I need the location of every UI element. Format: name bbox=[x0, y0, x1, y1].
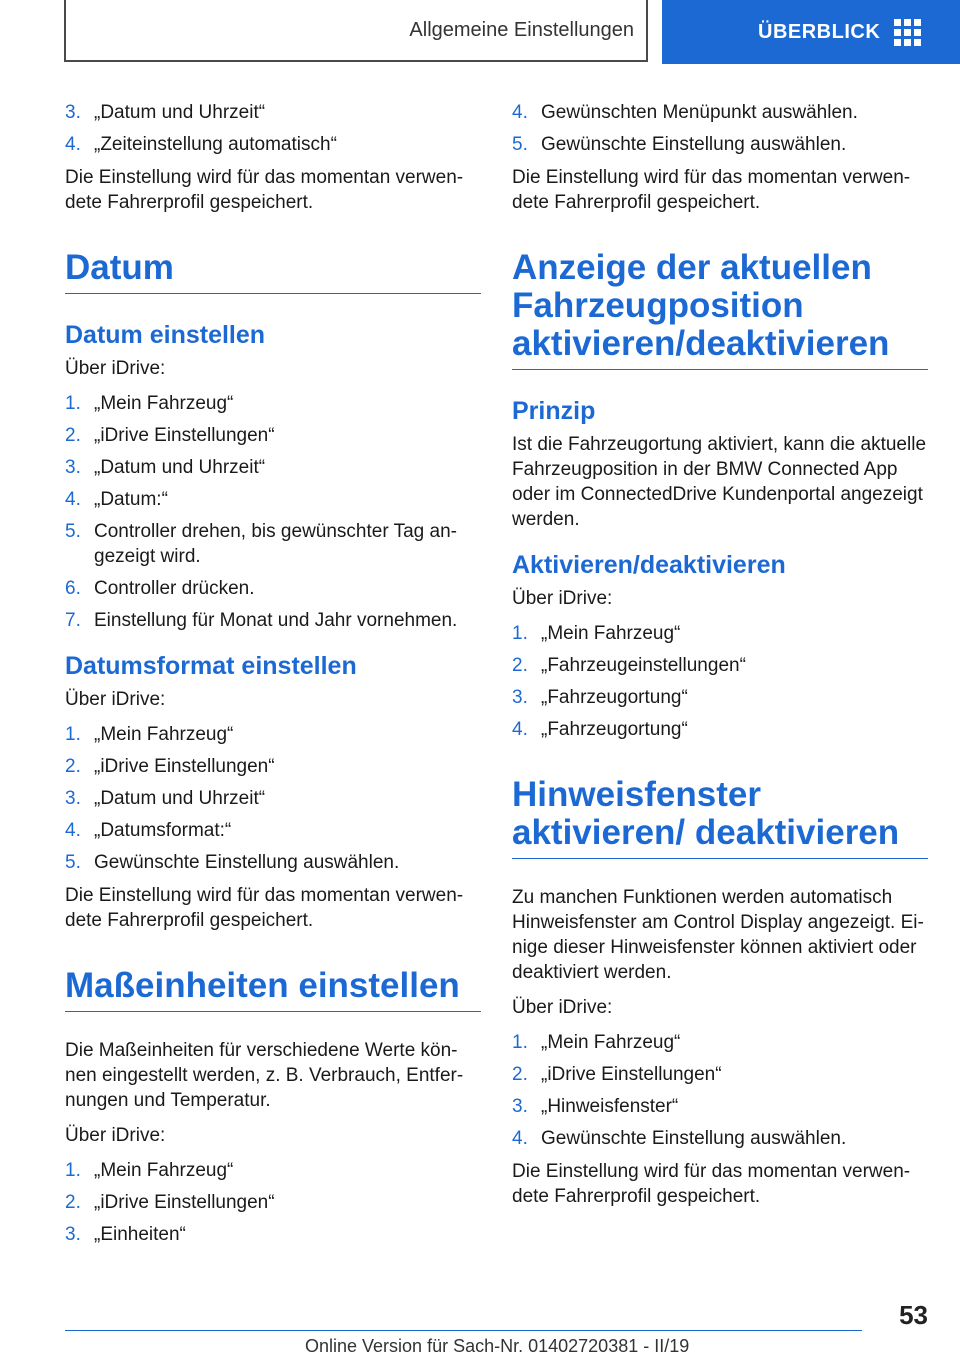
list-item bbox=[65, 100, 481, 125]
step-text: „Datum:“ bbox=[94, 489, 168, 510]
right-column bbox=[512, 100, 928, 1219]
page-number: 53 bbox=[899, 1300, 928, 1330]
list-item bbox=[512, 132, 928, 157]
step-text: „iDrive Einstellungen“ bbox=[94, 1192, 275, 1213]
list-item bbox=[65, 487, 481, 512]
list-item bbox=[65, 1222, 481, 1247]
list-item bbox=[512, 1094, 928, 1119]
step-text: „Datum und Uhrzeit“ bbox=[94, 102, 266, 123]
step-number: 1. bbox=[65, 1160, 81, 1181]
via-idrive-label: Über iDrive: bbox=[512, 997, 613, 1018]
hinweisfenster-note: Die Einstellung wird für das momentan verwen-dete Fahrerprofil gespeichert. bbox=[512, 1161, 911, 1207]
step-text: Gewünschte Einstellung auswählen. bbox=[541, 1128, 847, 1149]
step-number: 3. bbox=[512, 1096, 528, 1117]
step-number: 2. bbox=[65, 756, 81, 777]
list-item bbox=[512, 1126, 928, 1151]
step-text: Gewünschte Einstellung auswählen. bbox=[94, 852, 400, 873]
section-title-datum: Datum bbox=[65, 249, 481, 294]
left-intro-steps bbox=[65, 100, 481, 157]
footer-divider bbox=[65, 1330, 862, 1331]
step-text: „Zeiteinstellung automatisch“ bbox=[94, 134, 337, 155]
via-idrive-label: Über iDrive: bbox=[65, 689, 166, 710]
header-section-title-box bbox=[64, 0, 648, 62]
step-number: 3. bbox=[65, 788, 81, 809]
list-item bbox=[65, 1190, 481, 1215]
right-intro-note: Die Einstellung wird für das momentan verwen-dete Fahrerprofil gespeichert. bbox=[512, 167, 911, 213]
step-number: 3. bbox=[65, 102, 81, 123]
step-number: 3. bbox=[65, 1224, 81, 1245]
step-number: 2. bbox=[65, 1192, 81, 1213]
list-item bbox=[65, 754, 481, 779]
list-item bbox=[512, 653, 928, 678]
list-item bbox=[512, 621, 928, 646]
step-text: Controller drehen, bis gewünschter Tag an-gezeigt wird. bbox=[94, 521, 457, 567]
step-number: 4. bbox=[512, 1128, 528, 1149]
step-number: 2. bbox=[65, 425, 81, 446]
list-item bbox=[512, 1062, 928, 1087]
step-text: „Datumsformat:“ bbox=[94, 820, 232, 841]
step-text: Gewünschten Menüpunkt auswählen. bbox=[541, 102, 858, 123]
list-item bbox=[65, 455, 481, 480]
grid-icon bbox=[894, 19, 921, 46]
right-intro-steps bbox=[512, 100, 928, 157]
list-item bbox=[65, 1158, 481, 1183]
step-number: 1. bbox=[512, 623, 528, 644]
masseinheiten-text: Die Maßeinheiten für verschiedene Werte kön-nen eingestellt werden, z. B. Verbrauch, Entfer-nungen und Temperatur. bbox=[65, 1040, 464, 1111]
list-item bbox=[65, 608, 481, 633]
list-item bbox=[65, 519, 481, 569]
step-number: 2. bbox=[512, 1064, 528, 1085]
list-item bbox=[512, 1030, 928, 1055]
fahrzeugortung-steps bbox=[512, 621, 928, 742]
list-item bbox=[65, 391, 481, 416]
list-item bbox=[65, 786, 481, 811]
step-number: 4. bbox=[65, 489, 81, 510]
subsection-title-datumsformat: Datumsformat einstellen bbox=[65, 652, 357, 680]
step-number: 5. bbox=[512, 134, 528, 155]
list-item bbox=[512, 100, 928, 125]
step-number: 3. bbox=[65, 457, 81, 478]
step-text: „Mein Fahrzeug“ bbox=[94, 1160, 234, 1181]
step-number: 1. bbox=[512, 1032, 528, 1053]
step-text: „Hinweisfenster“ bbox=[541, 1096, 679, 1117]
step-text: „Datum und Uhrzeit“ bbox=[94, 457, 266, 478]
via-idrive-label: Über iDrive: bbox=[65, 358, 166, 379]
hinweisfenster-steps bbox=[512, 1030, 928, 1151]
list-item bbox=[65, 722, 481, 747]
step-number: 4. bbox=[512, 719, 528, 740]
overview-label: ÜBERBLICK bbox=[758, 20, 881, 43]
overview-button[interactable] bbox=[662, 0, 960, 64]
step-number: 6. bbox=[65, 578, 81, 599]
via-idrive-label: Über iDrive: bbox=[65, 1125, 166, 1146]
step-text: „Mein Fahrzeug“ bbox=[541, 623, 681, 644]
list-item bbox=[65, 132, 481, 157]
step-number: 3. bbox=[512, 687, 528, 708]
list-item bbox=[65, 850, 481, 875]
list-item bbox=[65, 818, 481, 843]
step-text: Gewünschte Einstellung auswählen. bbox=[541, 134, 847, 155]
list-item bbox=[512, 685, 928, 710]
section-title-masseinheiten: Maßeinheiten einstellen bbox=[65, 967, 481, 1012]
subsection-title-datum-einstellen: Datum einstellen bbox=[65, 321, 266, 349]
datumsformat-steps bbox=[65, 722, 481, 875]
step-number: 1. bbox=[65, 724, 81, 745]
via-idrive-label: Über iDrive: bbox=[512, 588, 613, 609]
subsection-title-aktivieren: Aktivieren/deaktivieren bbox=[512, 551, 786, 579]
step-text: „Fahrzeugeinstellungen“ bbox=[541, 655, 746, 676]
masseinheiten-steps bbox=[65, 1158, 481, 1247]
step-text: Controller drücken. bbox=[94, 578, 255, 599]
step-number: 7. bbox=[65, 610, 81, 631]
datumsformat-note: Die Einstellung wird für das momentan verwen-dete Fahrerprofil gespeichert. bbox=[65, 885, 464, 931]
step-text: „iDrive Einstellungen“ bbox=[541, 1064, 722, 1085]
section-title-hinweisfenster: Hinweisfenster aktivieren/ deaktivieren bbox=[512, 776, 928, 859]
step-text: „Datum und Uhrzeit“ bbox=[94, 788, 266, 809]
subsection-title-prinzip: Prinzip bbox=[512, 397, 596, 425]
step-text: „Fahrzeugortung“ bbox=[541, 687, 688, 708]
header-section-title: Allgemeine Einstellungen bbox=[409, 18, 634, 41]
list-item bbox=[512, 717, 928, 742]
step-text: „Mein Fahrzeug“ bbox=[94, 724, 234, 745]
step-text: „Mein Fahrzeug“ bbox=[94, 393, 234, 414]
left-intro-note: Die Einstellung wird für das momentan verwen-dete Fahrerprofil gespeichert. bbox=[65, 167, 464, 213]
step-number: 2. bbox=[512, 655, 528, 676]
list-item bbox=[65, 576, 481, 601]
datum-einstellen-steps bbox=[65, 391, 481, 633]
step-text: Einstellung für Monat und Jahr vornehmen. bbox=[94, 610, 458, 631]
footer-version-text: Online Version für Sach-Nr. 01402720381 - II/19 bbox=[305, 1336, 690, 1356]
step-number: 4. bbox=[65, 820, 81, 841]
prinzip-text: Ist die Fahrzeugortung aktiviert, kann die aktuelle Fahrzeugposition in der BMW Connected App oder im ConnectedDrive Kundenportal angezeigt werden. bbox=[512, 434, 927, 530]
step-number: 5. bbox=[65, 852, 81, 873]
section-title-fahrzeugposition: Anzeige der aktuellen Fahrzeugposition aktivieren/deaktivieren bbox=[512, 249, 928, 370]
hinweisfenster-text: Zu manchen Funktionen werden automatisch Hinweisfenster am Control Display angezeigt. Ei-nige dieser Hinweisfenster können aktiviert oder deaktiviert werden. bbox=[512, 887, 924, 983]
step-number: 5. bbox=[65, 521, 81, 542]
step-text: „iDrive Einstellungen“ bbox=[94, 425, 275, 446]
step-text: „Fahrzeugortung“ bbox=[541, 719, 688, 740]
step-number: 1. bbox=[65, 393, 81, 414]
step-number: 4. bbox=[65, 134, 81, 155]
left-column bbox=[65, 100, 481, 1255]
list-item bbox=[65, 423, 481, 448]
step-text: „iDrive Einstellungen“ bbox=[94, 756, 275, 777]
step-number: 4. bbox=[512, 102, 528, 123]
step-text: „Einheiten“ bbox=[94, 1224, 186, 1245]
step-text: „Mein Fahrzeug“ bbox=[541, 1032, 681, 1053]
